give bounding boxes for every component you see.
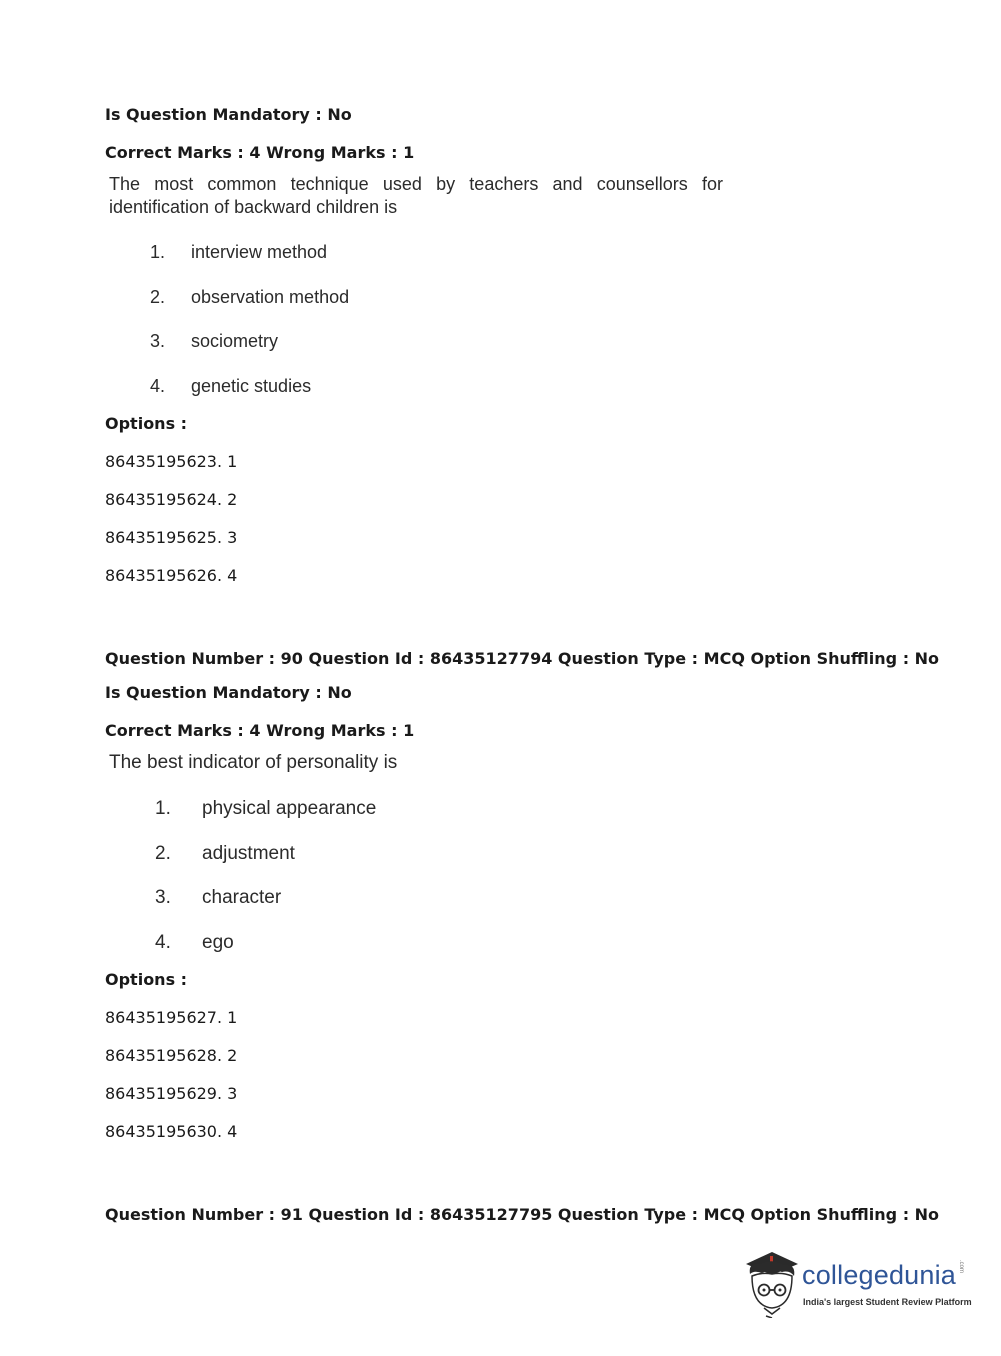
q89-option-1: 86435195623. 1 xyxy=(105,452,238,471)
q89-options-heading: Options : xyxy=(105,414,188,433)
q89-choice-3-text: sociometry xyxy=(191,331,279,351)
q89-option-4: 86435195626. 4 xyxy=(105,566,238,585)
q90-choice-2-text: adjustment xyxy=(202,843,295,864)
q90-options-heading: Options : xyxy=(105,970,188,989)
q89-choice-4-number: 4. xyxy=(150,376,166,396)
q90-choice-2-number: 2. xyxy=(155,843,171,864)
q89-option-3: 86435195625. 3 xyxy=(105,528,238,547)
mascot-icon xyxy=(742,1248,802,1318)
q90-choice-4-number: 4. xyxy=(155,932,171,953)
q90-option-4: 86435195630. 4 xyxy=(105,1122,238,1141)
q90-choice-3-text: character xyxy=(202,887,282,908)
q89-question-line1: The most common technique used by teachers and counsellors for xyxy=(109,174,723,194)
q90-option-3: 86435195629. 3 xyxy=(105,1084,238,1103)
q89-choice-1-number: 1. xyxy=(150,242,166,262)
q90-header: Question Number : 90 Question Id : 86435127794 Question Type : MCQ Option Shuffling : No xyxy=(105,649,940,668)
q89-choice-2-number: 2. xyxy=(150,287,166,307)
q90-choice-1-number: 1. xyxy=(155,798,171,819)
q90-choice-4-text: ego xyxy=(202,932,234,953)
q89-option-2: 86435195624. 2 xyxy=(105,490,238,509)
q90-option-1: 86435195627. 1 xyxy=(105,1008,238,1027)
q90-marks: Correct Marks : 4 Wrong Marks : 1 xyxy=(105,721,415,740)
q90-option-2: 86435195628. 2 xyxy=(105,1046,238,1065)
q89-mandatory: Is Question Mandatory : No xyxy=(105,105,352,124)
q91-header: Question Number : 91 Question Id : 86435127795 Question Type : MCQ Option Shuffling : No xyxy=(105,1205,940,1224)
q90-choice-1-text: physical appearance xyxy=(202,798,377,819)
collegedunia-logo xyxy=(742,1248,970,1320)
q89-choice-3-number: 3. xyxy=(150,331,166,351)
logo-wordmark: collegedunia xyxy=(802,1260,957,1290)
q90-mandatory: Is Question Mandatory : No xyxy=(105,683,352,702)
q90-choice-3-number: 3. xyxy=(155,887,171,908)
q89-question-line2: identification of backward children is xyxy=(109,197,398,217)
q89-choice-2-text: observation method xyxy=(191,287,350,307)
q90-question-text: The best indicator of personality is xyxy=(109,752,398,773)
q89-question-text xyxy=(109,173,723,219)
q89-choice-4-text: genetic studies xyxy=(191,376,312,396)
logo-dotcom: .com xyxy=(958,1260,964,1274)
q89-marks: Correct Marks : 4 Wrong Marks : 1 xyxy=(105,143,415,162)
q89-choice-1-text: interview method xyxy=(191,242,328,262)
logo-tagline: India's largest Student Review Platform xyxy=(803,1297,972,1307)
